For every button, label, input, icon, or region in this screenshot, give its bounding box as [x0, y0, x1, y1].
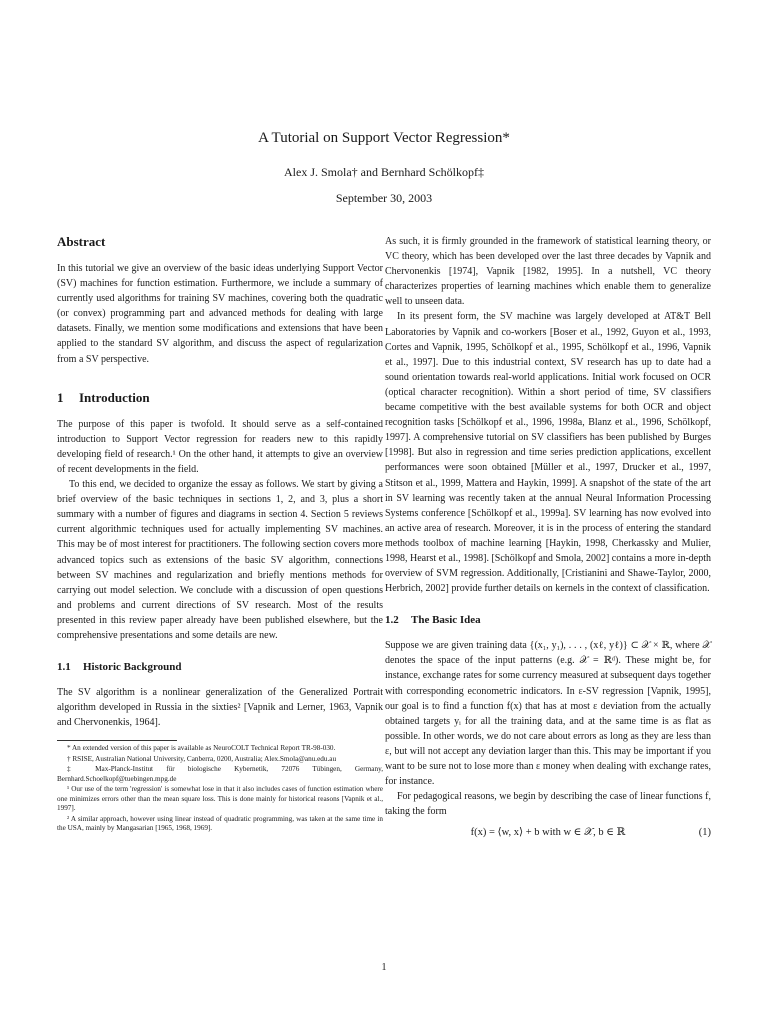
abstract-heading: Abstract [57, 234, 106, 249]
section-1-number: 1 [57, 389, 64, 405]
abstract-text: In this tutorial we give an overview of the basic ideas underlying Support Vector (SV) machines for function estimation. Furthermore, we include a summary of currently used algorithms for training SV machines, covering both the quadratic (or convex) programming part and advanced methods for dealing with large datasets. Finally, we mention some modifications and extensions that have been applied to the standard SV algorithm, and discuss the aspect of regularization from a SV perspective. [57, 263, 383, 365]
right-paragraph-2: In its present form, the SV machine was largely developed at AT&T Bell Laboratories by Vapnik and co-workers [Boser et al., 1992, Guyon et al., 1993, Cortes and Vapnik, 1995, Schölkopf et al., 1995, Schölkopf et al., 1996, Vapnik et al., 1997]. Due to this industrial context, SV research has up to date had a sound orientation towards real-world applications. Initial work focused on OCR (optical character recognition). Within a short period of time, SV classifiers became competitive with the best available systems for both OCR and object recognition tasks [Schölkopf et al., 1996, 1998a, Blanz et al., 1996, Schölkopf, 1997]. A comprehensive tutorial on SV classifiers has been published by Burges [1998]. But also in regression and time series prediction applications, excellent performances were soon obtained [Müller et al., 1997, Drucker et al., 1997, Stitson et al., 1999, Mattera and Haykin, 1999]. A snapshot of the state of the art in SV learning was recently taken at the annual Neural Information Processing Systems conference [Schölkopf et al., 1999a]. SV learning has now evolved into an active area of research. Moreover, it is in the process of entering the standard methods toolbox of machine learning [Haykin, 1998, Cherkassky and Mulier, 1998, Hearst et al., 1998]. [Schölkopf and Smola, 2002] contains a more in-depth overview of SVM regression. Additionally, [Cristianini and Shawe-Taylor, 2000, Herbrich, 2002] provide further details on kernels in the context of classification. [385, 311, 711, 595]
paper-authors: Alex J. Smola† and Bernhard Schölkopf‡ [284, 165, 484, 179]
section-1-1-heading [57, 659, 383, 675]
equation-1-formula: f(x) = ⟨w, x⟩ + b with w ∈ 𝒳, b ∈ ℝ [470, 827, 626, 839]
footnote: * An extended version of this paper is available as NeuroCOLT Technical Report TR-98-030. [67, 744, 336, 753]
section-1-2-paragraph-2: For pedagogical reasons, we begin by describing the case of linear functions f, taking the form [385, 791, 711, 818]
section-1-heading [57, 390, 383, 406]
footnote: ² A similar approach, however using linear instead of quadratic programming, was taken at the same time in the USA, mainly by Mangasarian [1965, 1968, 1969]. [57, 814, 383, 833]
equation-1-number: (1) [698, 827, 711, 839]
left-column [57, 234, 383, 835]
section-1-1-number: 1.1 [57, 661, 71, 674]
section-1-paragraph-2: To this end, we decided to organize the essay as follows. We start by giving a brief overview of the basic techniques in sections 1, 2, and 3, plus a short summary with a number of figures and diagrams in section 4. Section 5 reviews current algorithmic techniques used for actually implementing SV machines. This may be of most interest for practitioners. The following section covers more advanced topics such as extensions of the basic SV algorithm, connections between SV machines and regularization and briefly mentions methods for carrying out model selection. We conclude with a discussion of open questions and problems and current directions of SV research. Most of the results presented in this review paper already have been published elsewhere, but the comprehensive presentations and some details are new. [57, 479, 383, 641]
section-1-title: Introduction [79, 389, 150, 405]
equation-1 [385, 825, 711, 840]
footnote: † RSISE, Australian National University, Canberra, 0200, Australia; Alex.Smola@anu.edu.au [67, 754, 337, 763]
section-1-1-paragraph-1: The SV algorithm is a nonlinear generalization of the Generalized Portrait algorithm developed in Russia in the sixties² [Vapnik and Lerner, 1963, Vapnik and Chervonenkis, 1964]. [57, 687, 383, 729]
footnote: ¹ Our use of the term 'regression' is somewhat lose in that it also includes cases of function estimation where one minimizes errors other than the mean square loss. This is done mainly for historical reasons [Vapnik et al., 1997]. [57, 785, 383, 813]
paper-title: A Tutorial on Support Vector Regression* [258, 130, 510, 146]
footnote-rule [57, 740, 177, 741]
footnotes [57, 740, 383, 834]
right-column [385, 234, 711, 840]
paper-date: September 30, 2003 [335, 191, 433, 205]
section-1-2-number: 1.2 [385, 614, 399, 627]
section-1-paragraph-1: The purpose of this paper is twofold. It should serve as a self-contained introduction to Support Vector regression for readers new to this rapidly developing field of research.¹ On the other hand, it attempts to give an overview of recent developments in the field. [57, 418, 383, 475]
page-number: 1 [381, 962, 387, 973]
section-1-1-title: Historic Background [83, 661, 182, 674]
section-1-2-heading [385, 612, 711, 628]
section-1-2-paragraph-1: Suppose we are given training data {(x₁, y₁), . . . , (xℓ, yℓ)} ⊂ 𝒳 × ℝ, where 𝒳 denotes the space of the input patterns (e.g. 𝒳 = ℝᵈ). These might be, for instance, exchange rates for some currency measured at subsequent days together with corresponding econometric indicators. In ε-SV regression [Vapnik, 1995], our goal is to find a function f(x) that has at most ε deviation from the actually obtained targets yᵢ for all the training data, and at the same time is as flat as possible. In other words, we do not care about errors as long as they are less than ε, but will not accept any deviation larger than this. This may be important if you want to be sure not to lose more than ε money when dealing with exchange rates, for instance. [385, 640, 711, 788]
section-1-2-title: The Basic Idea [411, 614, 481, 627]
footnote: ‡ Max-Planck-Institut für biologische Kybernetik, 72076 Tübingen, Germany, Bernhard.Schoelkopf@tuebingen.mpg.de [57, 765, 383, 783]
right-paragraph-1: As such, it is firmly grounded in the framework of statistical learning theory, or VC theory, which has been developed over the last three decades by Vapnik and Chervonenkis [1974], Vapnik [1982, 1995]. In a nutshell, VC theory characterizes properties of learning machines which enable them to generalize well to unseen data. [385, 236, 711, 308]
